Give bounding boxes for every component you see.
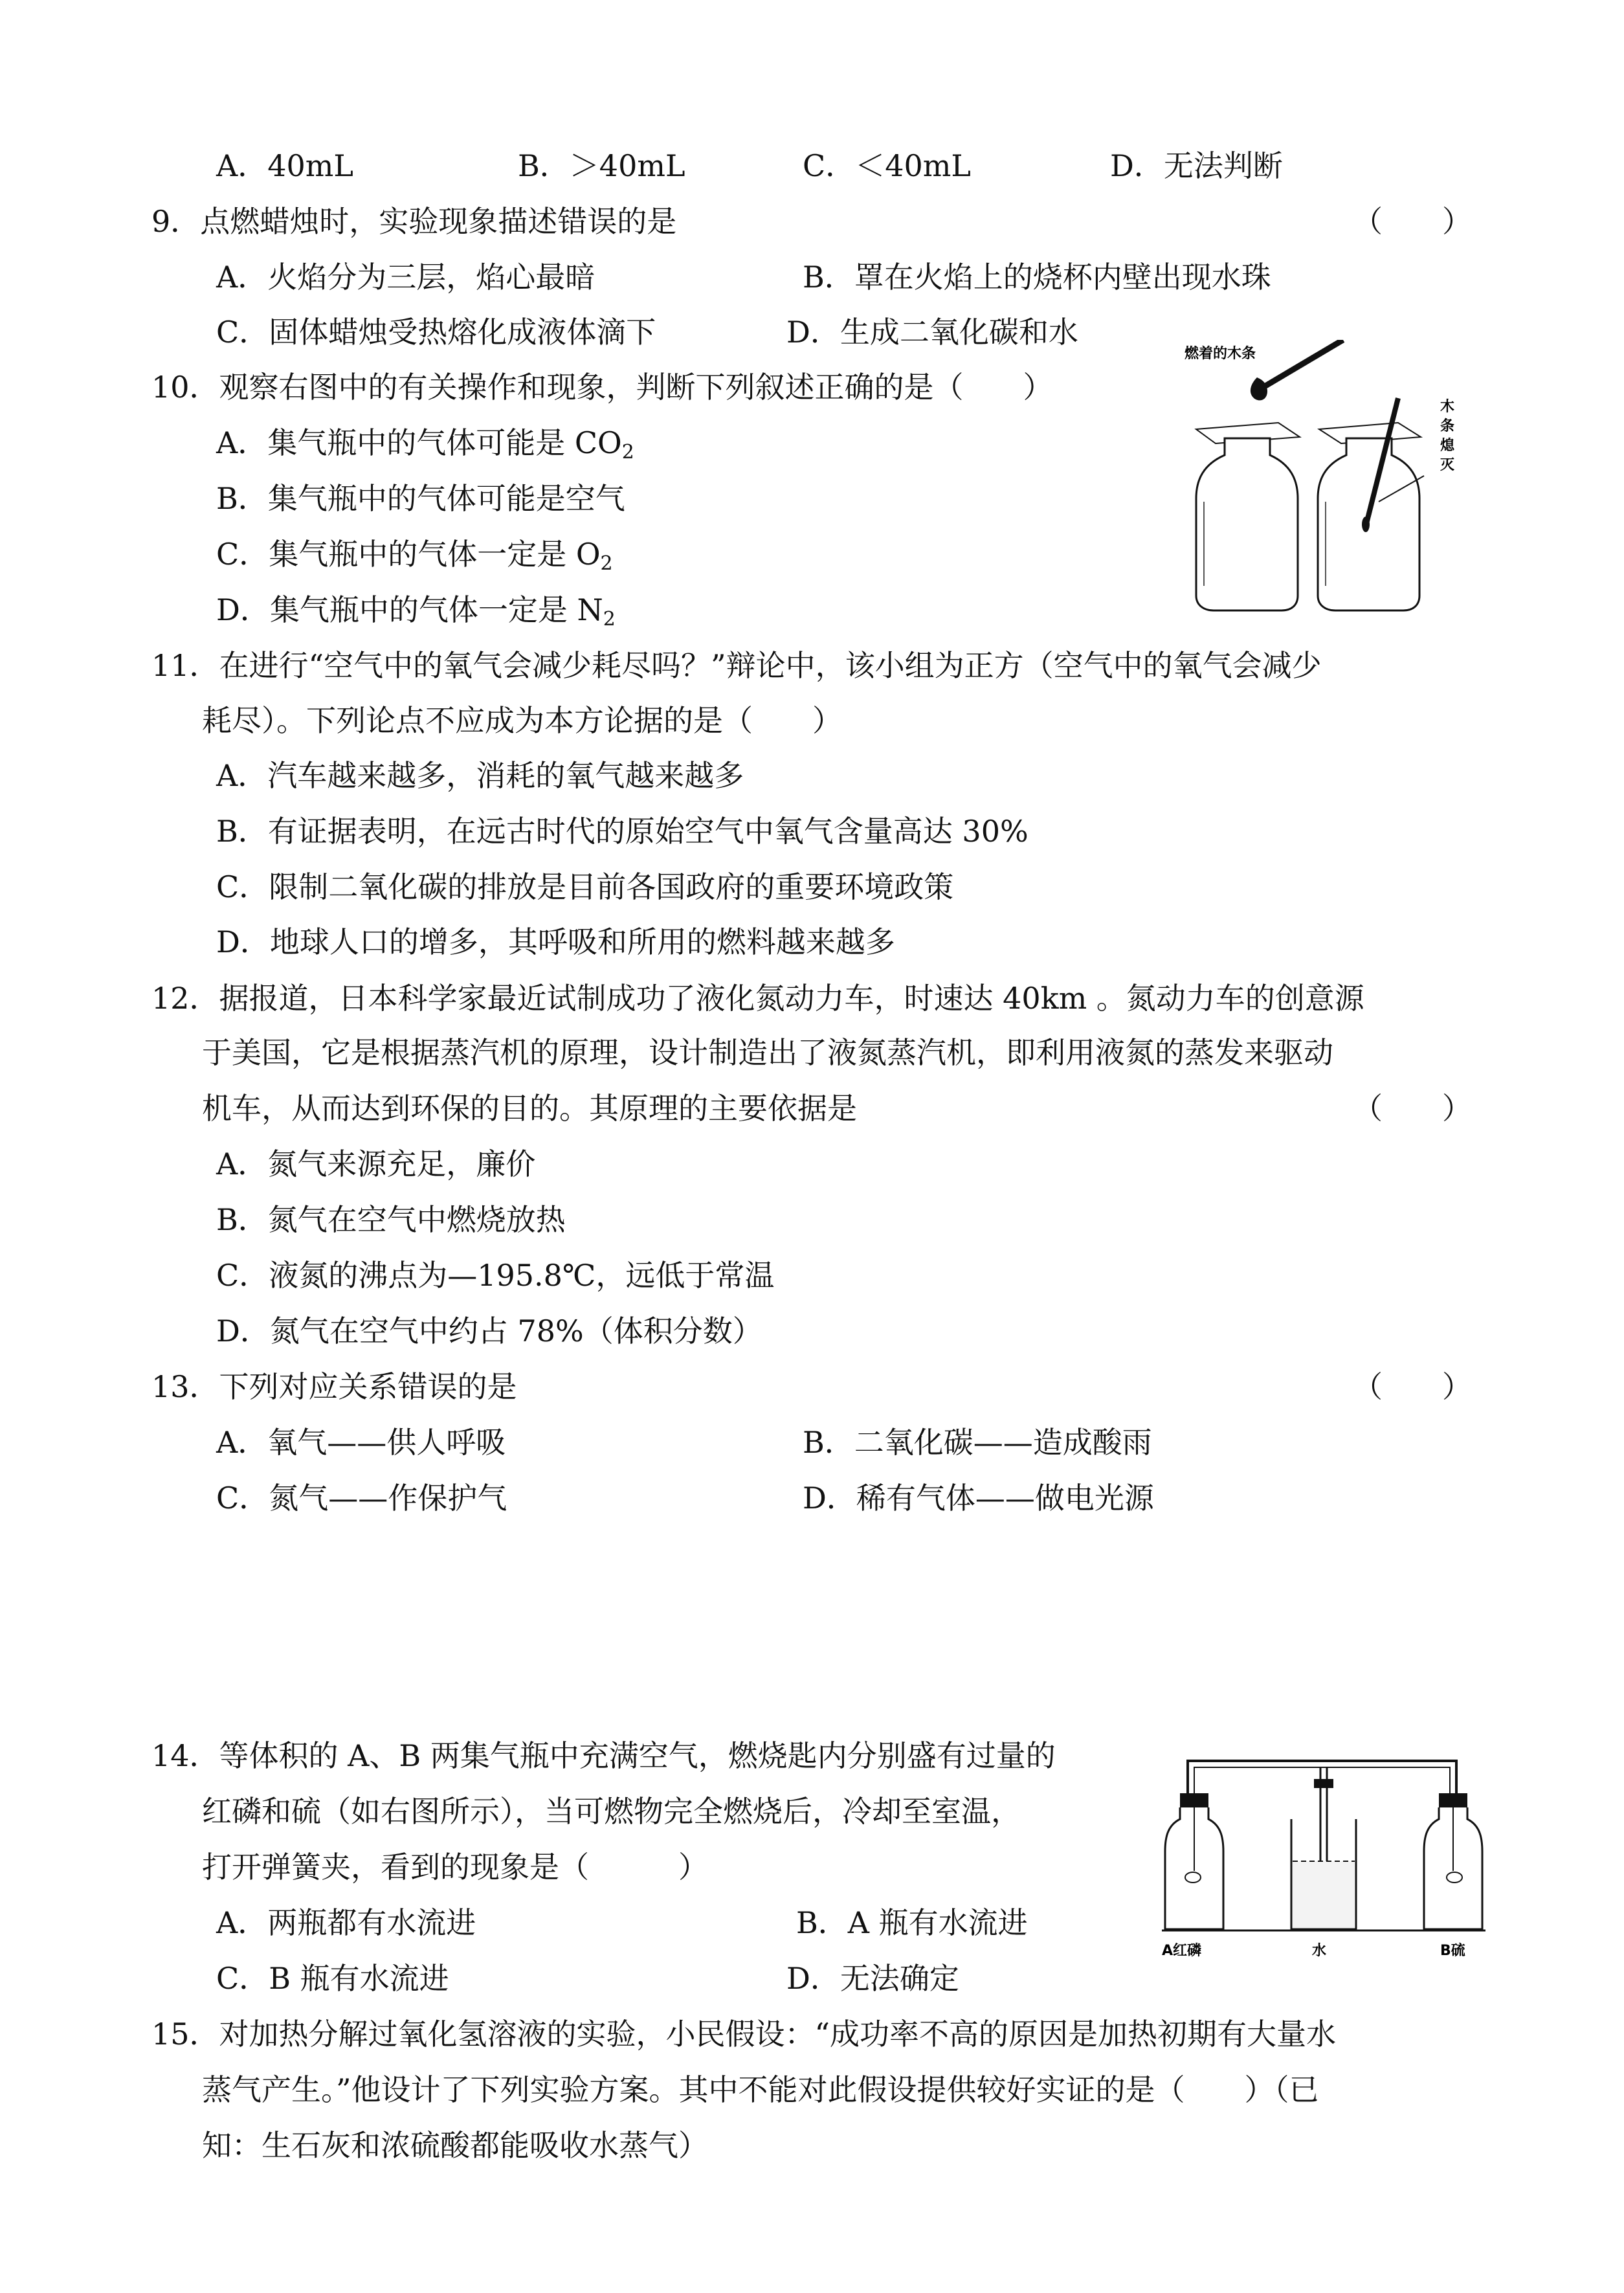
connecting-tube	[1188, 1761, 1456, 1793]
q12-option-c: C．液氮的沸点为—195.8℃，远低于常温	[216, 1258, 775, 1293]
q10-stem: 10．观察右图中的有关操作和现象，判断下列叙述正确的是（ ）	[151, 370, 1053, 405]
q13-option-d: D．稀有气体——做电光源	[803, 1481, 1154, 1516]
bottle-a-stopper	[1180, 1793, 1208, 1807]
gas-jar-figure	[1185, 340, 1476, 618]
gas-jar-left	[1196, 438, 1298, 610]
q12-answer-paren: （ ）	[1353, 1091, 1472, 1126]
q12-option-b: B．氮气在空气中燃烧放热	[216, 1202, 566, 1237]
q12-stem-line3: 机车，从而达到环保的目的。其原理的主要依据是	[202, 1091, 857, 1126]
extinguish-label-3: 熄	[1440, 438, 1455, 454]
q13-option-b: B．二氧化碳——造成酸雨	[803, 1425, 1152, 1460]
q12-stem-line2: 于美国，它是根据蒸汽机的原理，设计制造出了液氮蒸汽机，即利用液氮的蒸发来驱动	[202, 1035, 1333, 1070]
q8-option-a: A．40mL	[216, 148, 353, 183]
q13-stem: 13．下列对应关系错误的是	[151, 1369, 517, 1404]
q15-stem-line3: 知：生石灰和浓硫酸都能吸收水蒸气）	[202, 2128, 708, 2163]
q9-option-b: B．罩在火焰上的烧杯内壁出现水珠	[803, 260, 1271, 295]
q14-stem-line3: 打开弹簧夹，看到的现象是（ ）	[202, 1850, 708, 1885]
q10-option-b: B．集气瓶中的气体可能是空气	[216, 481, 625, 516]
q12-option-d: D．氮气在空气中约占 78%（体积分数）	[216, 1314, 762, 1348]
q10-option-a: A．集气瓶中的气体可能是 $CO_2$	[216, 425, 634, 464]
q11-option-b: B．有证据表明，在远古时代的原始空气中氧气含量高达 30%	[216, 814, 1029, 849]
q8-option-b: B．＞40mL	[518, 148, 685, 183]
q14-option-b: B．A 瓶有水流进	[796, 1905, 1028, 1940]
q14-stem-line2: 红磷和硫（如右图所示），当可燃物完全燃烧后，冷却至室温，	[202, 1794, 1021, 1829]
q8-option-d: D．无法判断	[1110, 148, 1283, 183]
q10-option-d: D．集气瓶中的气体一定是 $N_2$	[216, 592, 616, 631]
q11-stem-line2: 耗尽）。下列论点不应成为本方论据的是（ ）	[202, 703, 842, 738]
q14-option-a: A．两瓶都有水流进	[216, 1905, 476, 1940]
q9-answer-paren: （ ）	[1353, 204, 1472, 239]
spoon-b	[1447, 1872, 1462, 1883]
q9-stem: 9．点燃蜡烛时，实验现象描述错误的是	[151, 204, 677, 239]
extinguish-label-1: 木	[1440, 399, 1455, 415]
q15-stem-line2: 蒸气产生。”他设计了下列实验方案。其中不能对此假设提供较好实证的是（ ）（已	[202, 2072, 1319, 2107]
burning-splint-label: 燃着的木条	[1185, 346, 1256, 362]
extinguish-label-2: 条	[1440, 418, 1455, 434]
label-a-red-phosphorus: A红磷	[1162, 1943, 1202, 1959]
label-water: 水	[1312, 1943, 1327, 1959]
combustion-apparatus-figure	[1162, 1748, 1485, 1968]
q9-option-d: D．生成二氧化碳和水	[786, 315, 1078, 350]
q11-option-c: C．限制二氧化碳的排放是目前各国政府的重要环境政策	[216, 869, 954, 904]
spring-clamp	[1314, 1779, 1333, 1788]
q14-stem-line1: 14．等体积的 A、B 两集气瓶中充满空气，燃烧匙内分别盛有过量的	[151, 1738, 1056, 1773]
spoon-a	[1185, 1872, 1201, 1883]
q12-option-a: A．氮气来源充足，廉价	[216, 1146, 536, 1181]
q15-stem-line1: 15．对加热分解过氧化氢溶液的实验，小民假设：“成功率不高的原因是加热初期有大量水	[151, 2017, 1337, 2052]
q11-option-d: D．地球人口的增多，其呼吸和所用的燃料越来越多	[216, 924, 895, 959]
q11-stem-line1: 11．在进行“空气中的氧气会减少耗尽吗？”辩论中，该小组为正方（空气中的氧气会减少	[151, 648, 1322, 683]
q9-option-c: C．固体蜡烛受热熔化成液体滴下	[216, 315, 656, 350]
q9-option-a: A．火焰分为三层，焰心最暗	[216, 260, 595, 295]
q13-answer-paren: （ ）	[1353, 1369, 1472, 1404]
label-b-sulfur: B硫	[1440, 1943, 1465, 1959]
q14-option-d: D．无法确定	[786, 1961, 959, 1996]
q10-option-c: C．集气瓶中的气体一定是 $O_2$	[216, 537, 613, 575]
q8-option-c: C．＜40mL	[803, 148, 971, 183]
q13-option-a: A．氧气——供人呼吸	[216, 1425, 506, 1460]
q11-option-a: A．汽车越来越多，消耗的氧气越来越多	[216, 758, 744, 793]
q13-option-c: C．氮气——作保护气	[216, 1481, 507, 1516]
q14-option-c: C．B 瓶有水流进	[216, 1961, 449, 1996]
extinguish-label-4: 灭	[1440, 457, 1455, 473]
q12-stem-line1: 12．据报道，日本科学家最近试制成功了液化氮动力车，时速达 40km 。氮动力车的创意源	[151, 981, 1364, 1016]
bottle-b-stopper	[1439, 1793, 1467, 1807]
flame-icon	[1251, 377, 1267, 400]
wooden-splint	[1256, 340, 1343, 392]
